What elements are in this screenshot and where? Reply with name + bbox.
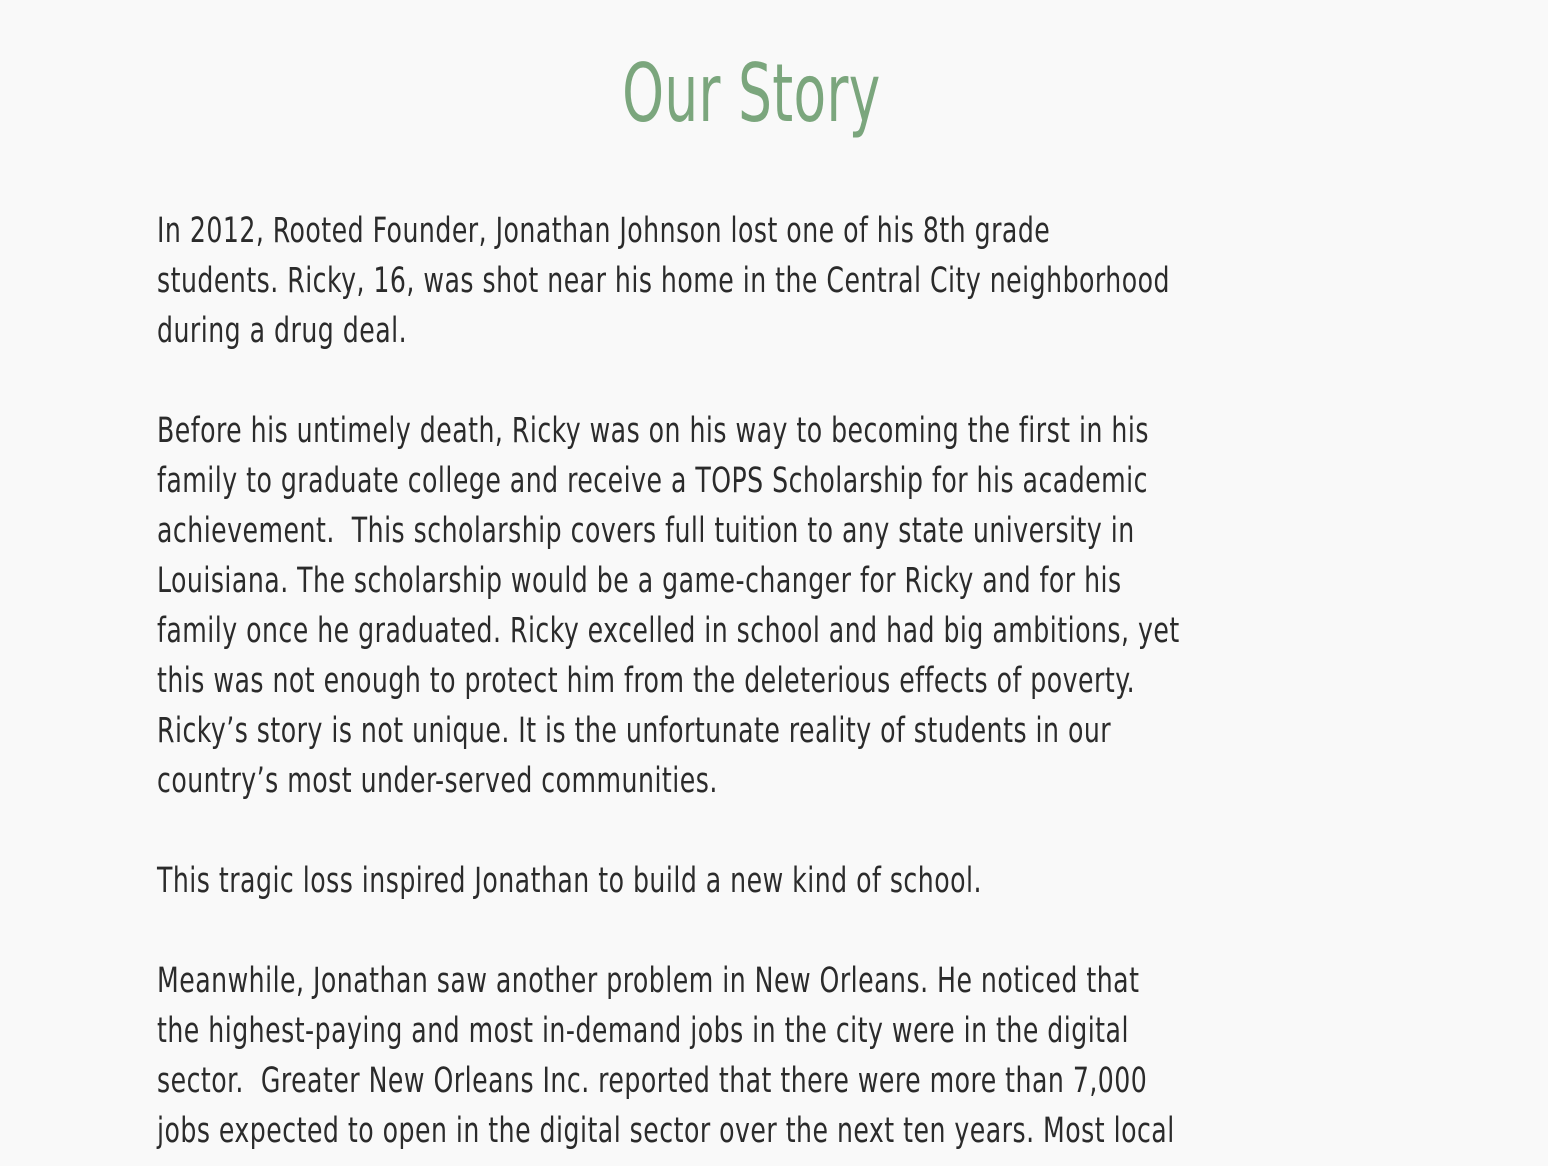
story-paragraph [157,206,1397,356]
page-title: Our Story [622,47,881,140]
paragraph-line: Ricky’s story is not unique. It is the unfortunate reality of students in our [157,711,1112,751]
paragraph-line: this was not enough to protect him from the deleterious effects of poverty. [157,661,1136,701]
paragraph-line: achievement. This scholarship covers full tuition to any state university in [157,511,1135,551]
paragraph-line: the highest-paying and most in-demand jobs in the city were in the digital [157,1011,1129,1051]
story-paragraph [157,856,1397,906]
paragraph-line: Louisiana. The scholarship would be a game-changer for Ricky and for his [157,561,1122,601]
story-body [157,206,1397,1166]
paragraph-line: family once he graduated. Ricky excelled in school and had big ambitions, yet [157,611,1180,651]
paragraph-line: This tragic loss inspired Jonathan to build a new kind of school. [157,861,982,901]
story-paragraph [157,406,1397,806]
paragraph-line: country’s most under-served communities. [157,761,718,801]
paragraph-line: during a drug deal. [157,311,408,351]
paragraph-line: jobs expected to open in the digital sector over the next ten years. Most local [157,1111,1175,1151]
paragraph-line: family to graduate college and receive a TOPS Scholarship for his academic [157,461,1148,501]
paragraph-line: In 2012, Rooted Founder, Jonathan Johnson lost one of his 8th grade [157,211,1051,251]
paragraph-line: Meanwhile, Jonathan saw another problem in New Orleans. He noticed that [157,961,1140,1001]
paragraph-line: sector. Greater New Orleans Inc. reported that there were more than 7,000 [157,1061,1148,1101]
story-paragraph [157,956,1397,1156]
paragraph-line: Before his untimely death, Ricky was on his way to becoming the first in his [157,411,1149,451]
paragraph-line: students. Ricky, 16, was shot near his home in the Central City neighborhood [157,261,1170,301]
